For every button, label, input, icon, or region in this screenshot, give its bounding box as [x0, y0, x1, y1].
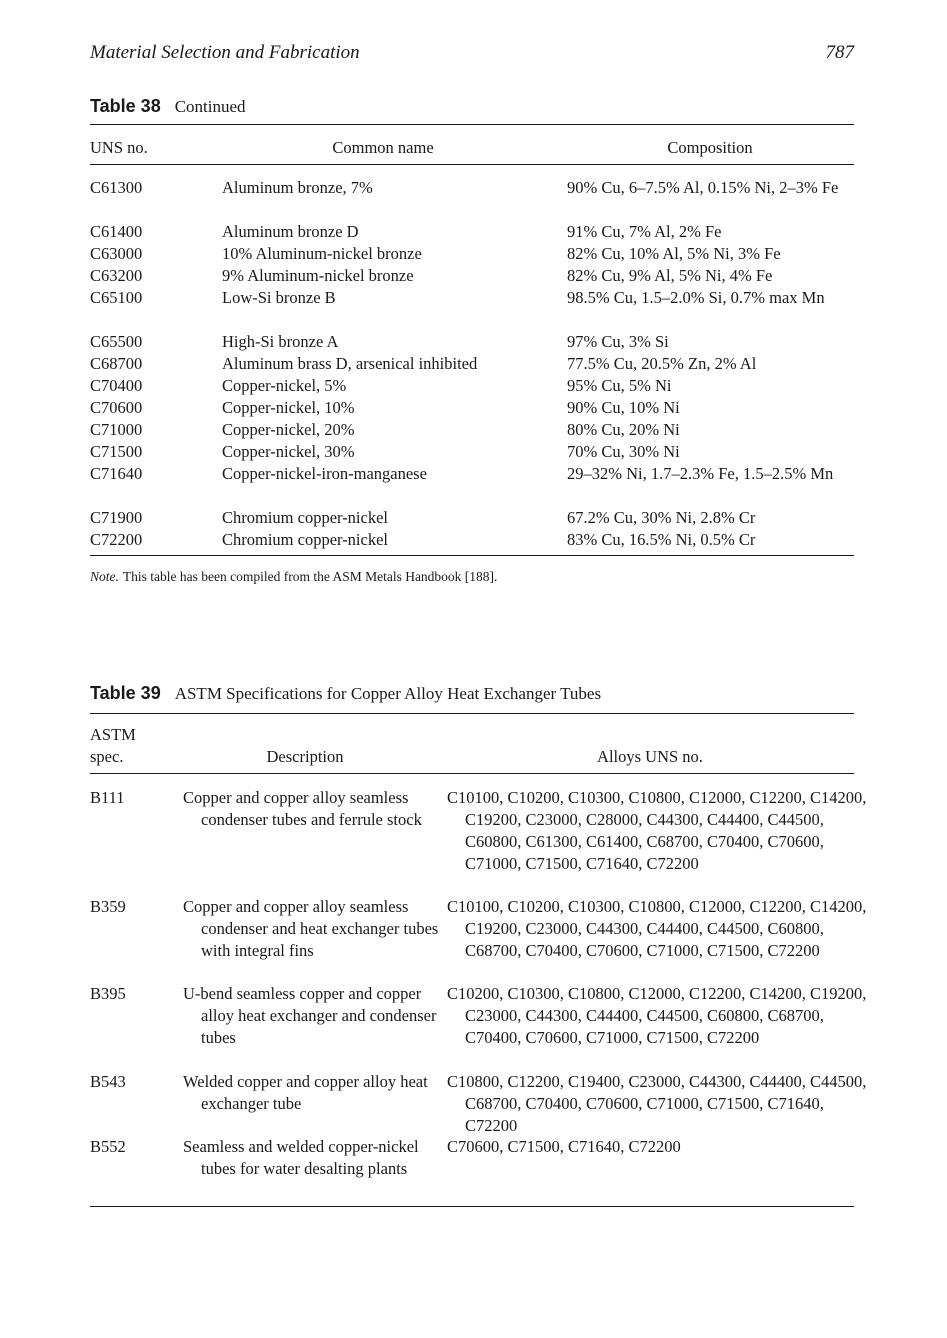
- table-39-bottom-rule: [90, 1206, 854, 1207]
- table-39-header-rule: [90, 773, 854, 774]
- common-name: Aluminum bronze, 7%: [222, 178, 373, 197]
- common-name: Aluminum bronze D: [222, 222, 359, 241]
- table-39-header-spec: spec.: [90, 747, 124, 766]
- composition: 80% Cu, 20% Ni: [567, 420, 680, 439]
- uns-number: C70400: [90, 376, 143, 395]
- composition: 77.5% Cu, 20.5% Zn, 2% Al: [567, 354, 757, 373]
- composition: 90% Cu, 6–7.5% Al, 0.15% Ni, 2–3% Fe: [567, 178, 839, 197]
- description: U-bend seamless copper and copper alloy heat exchanger and condenser tubes: [183, 984, 437, 1047]
- table-38-top-rule: [90, 124, 854, 125]
- uns-number: C61400: [90, 222, 143, 241]
- table-38-label: Table 38: [90, 96, 161, 116]
- description: Copper and copper alloy seamless condenser tubes and ferrule stock: [183, 788, 422, 829]
- common-name: Copper-nickel-iron-manganese: [222, 464, 427, 483]
- alloys-list: C10100, C10200, C10300, C10800, C12000, C12200, C14200, C19200, C23000, C44300, C44400, C44500, C60800, C68700, C70400, C70600, C71000, C71500, C72200: [447, 897, 867, 960]
- description: Copper and copper alloy seamless condenser and heat exchanger tubes with integral fins: [183, 897, 439, 960]
- common-name: Low-Si bronze B: [222, 288, 336, 307]
- table-39-top-rule: [90, 713, 854, 714]
- uns-number: C71900: [90, 508, 143, 527]
- common-name: Aluminum brass D, arsenical inhibited: [222, 354, 478, 373]
- table-38-caption: [90, 96, 246, 117]
- uns-number: C71640: [90, 464, 143, 483]
- uns-number: C61300: [90, 178, 143, 197]
- page-number: 787: [825, 42, 854, 63]
- common-name: High-Si bronze A: [222, 332, 339, 351]
- table-38-bottom-rule: [90, 555, 854, 556]
- composition: 70% Cu, 30% Ni: [567, 442, 680, 461]
- uns-number: C70600: [90, 398, 143, 417]
- uns-number: C63200: [90, 266, 143, 285]
- table-38-note: [90, 569, 497, 585]
- table-38-header-rule: [90, 164, 854, 165]
- composition: 83% Cu, 16.5% Ni, 0.5% Cr: [567, 530, 756, 549]
- table-38-header-name: Common name: [332, 138, 434, 157]
- alloys-list: C70600, C71500, C71640, C72200: [447, 1137, 681, 1156]
- table-38-header-uns: UNS no.: [90, 138, 148, 157]
- astm-spec: B395: [90, 984, 126, 1003]
- table-38-header-composition: Composition: [667, 138, 753, 157]
- composition: 90% Cu, 10% Ni: [567, 398, 680, 417]
- common-name: 10% Aluminum-nickel bronze: [222, 244, 422, 263]
- uns-number: C71500: [90, 442, 143, 461]
- table-38-caption-text: Continued: [174, 97, 246, 116]
- composition: 91% Cu, 7% Al, 2% Fe: [567, 222, 722, 241]
- uns-number: C63000: [90, 244, 143, 263]
- description: Seamless and welded copper-nickel tubes for water desalting plants: [183, 1137, 419, 1178]
- uns-number: C65100: [90, 288, 143, 307]
- table-39-caption-text: ASTM Specifications for Copper Alloy Heat Exchanger Tubes: [174, 684, 602, 703]
- composition: 67.2% Cu, 30% Ni, 2.8% Cr: [567, 508, 756, 527]
- running-title: Material Selection and Fabrication: [90, 42, 360, 63]
- common-name: Copper-nickel, 5%: [222, 376, 347, 395]
- table-39-caption: [90, 683, 601, 704]
- table-39-label: Table 39: [90, 683, 161, 703]
- astm-spec: B543: [90, 1072, 126, 1091]
- common-name: Chromium copper-nickel: [222, 530, 388, 549]
- composition: 29–32% Ni, 1.7–2.3% Fe, 1.5–2.5% Mn: [567, 464, 834, 483]
- note-label: Note.: [90, 569, 119, 584]
- common-name: 9% Aluminum-nickel bronze: [222, 266, 414, 285]
- table-39-header-description: Description: [266, 747, 344, 766]
- uns-number: C68700: [90, 354, 143, 373]
- alloys-list: C10200, C10300, C10800, C12000, C12200, C14200, C19200, C23000, C44300, C44400, C44500, C60800, C68700, C70400, C70600, C71000, C71500, C72200: [447, 984, 867, 1047]
- uns-number: C71000: [90, 420, 143, 439]
- astm-spec: B111: [90, 788, 125, 807]
- composition: 82% Cu, 9% Al, 5% Ni, 4% Fe: [567, 266, 773, 285]
- composition: 98.5% Cu, 1.5–2.0% Si, 0.7% max Mn: [567, 288, 825, 307]
- common-name: Copper-nickel, 20%: [222, 420, 355, 439]
- common-name: Copper-nickel, 10%: [222, 398, 355, 417]
- table-39-header-astm: ASTM: [90, 725, 136, 744]
- composition: 97% Cu, 3% Si: [567, 332, 669, 351]
- uns-number: C72200: [90, 530, 143, 549]
- astm-spec: B552: [90, 1137, 126, 1156]
- alloys-list: C10100, C10200, C10300, C10800, C12000, C12200, C14200, C19200, C23000, C28000, C44300, C44400, C44500, C60800, C61300, C61400, C68700, C70400, C70600, C71000, C71500, C71640, C72200: [447, 788, 867, 873]
- composition: 95% Cu, 5% Ni: [567, 376, 672, 395]
- common-name: Copper-nickel, 30%: [222, 442, 355, 461]
- note-text: This table has been compiled from the ASM Metals Handbook [188].: [122, 569, 498, 584]
- alloys-list: C10800, C12200, C19400, C23000, C44300, C44400, C44500, C68700, C70400, C70600, C71000, C71500, C71640, C72200: [447, 1072, 867, 1135]
- table-39-header-alloys: Alloys UNS no.: [597, 747, 703, 766]
- composition: 82% Cu, 10% Al, 5% Ni, 3% Fe: [567, 244, 781, 263]
- uns-number: C65500: [90, 332, 143, 351]
- description: Welded copper and copper alloy heat exchanger tube: [183, 1072, 428, 1113]
- common-name: Chromium copper-nickel: [222, 508, 388, 527]
- astm-spec: B359: [90, 897, 126, 916]
